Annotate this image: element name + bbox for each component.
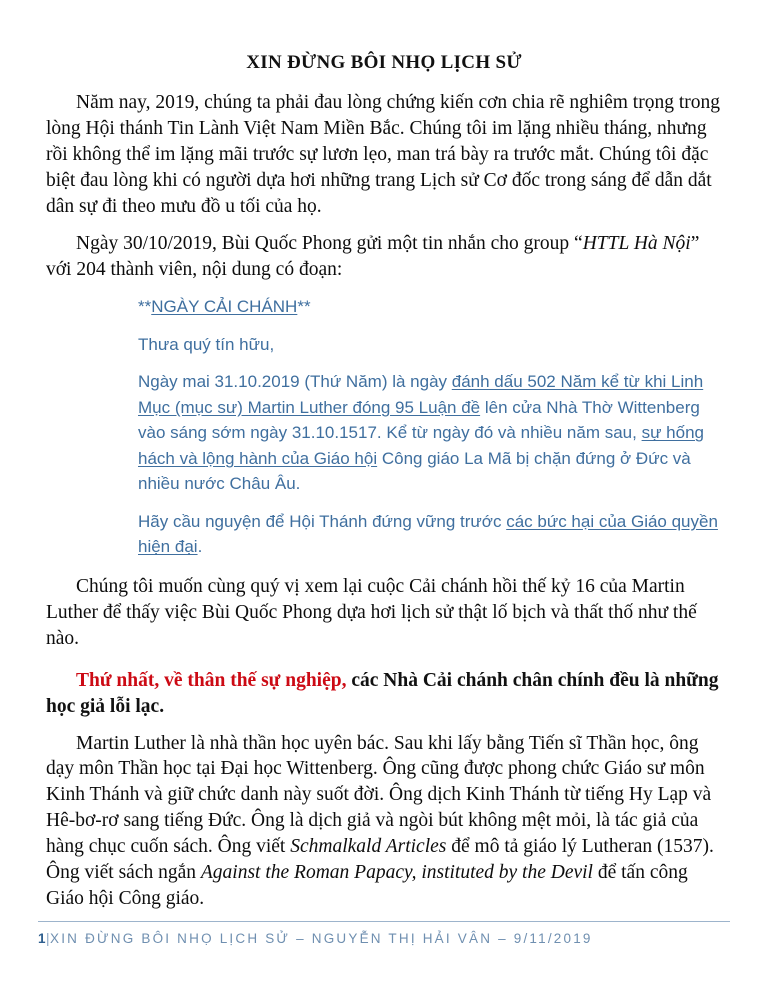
message-ref-text-before: Ngày 30/10/2019, Bùi Quốc Phong gửi một tin nhắn cho group “ xyxy=(76,232,583,254)
quote-asterisks-open: ** xyxy=(138,297,152,317)
quote-closing-underlined: các bức hại của Giáo quyền hiện đại xyxy=(138,511,718,557)
quote-body-paragraph xyxy=(138,369,722,497)
paragraph-martin-luther xyxy=(46,731,722,912)
quote-heading-underlined: NGÀY CẢI CHÁNH xyxy=(151,297,298,317)
message-ref-text-after: ” với 204 thành viên, nội dung có đoạn: xyxy=(46,232,700,280)
footer-title-author-date: XIN ĐỪNG BÔI NHỌ LỊCH SỬ – NGUYỄN THỊ HẢI VÂN – 9/11/2019 xyxy=(50,931,593,946)
quote-salutation: Thưa quý tín hữu, xyxy=(138,334,275,354)
book-title-against-roman-papacy: Against the Roman Papacy, instituted by the Devil xyxy=(200,862,593,884)
quote-asterisks-close: ** xyxy=(297,297,311,317)
section-heading-black-text: các Nhà Cải chánh chân chính đều là những học giả lỗi lạc. xyxy=(46,669,719,717)
paragraph-intro-text: Năm nay, 2019, chúng ta phải đau lòng chứng kiến cơn chia rẽ nghiêm trọng trong lòng Hội thánh Tin Lành Việt Nam Miền Bắc. Chúng tôi im lặng nhiều tháng, nhưng rồi không thể im lặng mãi trước sự lươn lẹo, man trá bày ra trước mắt. Chúng tôi đặc biệt đau lòng khi có người dựa hơi những trang Lịch sử Cơ đốc trong sáng để dẫn dắt dân sự đi theo mưu đồ u tối của họ. xyxy=(46,92,720,217)
paragraph-intro xyxy=(46,90,722,220)
section-heading-red-text: Thứ nhất, về thân thế sự nghiệp, xyxy=(76,669,347,691)
footer-separator: | xyxy=(46,931,51,946)
footer-divider xyxy=(38,921,730,922)
footer-page-number: 1 xyxy=(38,931,47,946)
document-body xyxy=(46,52,722,923)
book-title-schmalkald: Schmalkald Articles xyxy=(290,836,447,858)
luther-text-part-2: để mô tả giáo lý Lutheran (1537). Ông viết sách ngắn xyxy=(46,836,714,884)
section-heading-first-point xyxy=(46,668,722,720)
quote-heading-line xyxy=(138,294,722,320)
quote-body-plain-3: Công giáo La Mã bị chặn đứng ở Đức và nhiều nước Châu Âu. xyxy=(138,448,691,494)
quote-closing-paragraph xyxy=(138,509,722,560)
paragraph-message-reference xyxy=(46,231,722,283)
quote-body-underlined-2: sự hống hách và lộng hành của Giáo hội xyxy=(138,423,704,468)
page-footer xyxy=(38,921,730,946)
footer-content xyxy=(38,931,730,946)
paragraph-commentary-text: Chúng tôi muốn cùng quý vị xem lại cuộc Cải chánh hồi thế kỷ 16 của Martin Luther để thấy việc Bùi Quốc Phong dựa hơi lịch sử thật lố bịch và thất thố như thế nào. xyxy=(46,575,697,649)
paragraph-commentary xyxy=(46,574,722,652)
group-name-italic: HTTL Hà Nội xyxy=(582,232,691,254)
quote-closing-plain-2: . xyxy=(197,537,203,557)
luther-text-part-3: để tấn công Giáo hội Công giáo. xyxy=(46,862,688,910)
quote-body-plain-2: lên cửa Nhà Thờ Wittenberg vào sáng sớm ngày 31.10.1517. Kể từ ngày đó và nhiều năm sau, xyxy=(138,397,700,443)
quote-closing-plain-1: Hãy cầu nguyện để Hội Thánh đứng vững trước xyxy=(138,511,507,531)
quote-body-plain-1: Ngày mai 31.10.2019 (Thứ Năm) là ngày xyxy=(138,372,452,392)
page-title: XIN ĐỪNG BÔI NHỌ LỊCH SỬ xyxy=(246,52,522,73)
quote-body-underlined-1: đánh dấu 502 Năm kể từ khi Linh Mục (mục sư) Martin Luther đóng 95 Luận đề xyxy=(138,372,704,417)
quoted-message-block xyxy=(46,294,722,560)
luther-text-part-1: Martin Luther là nhà thần học uyên bác. Sau khi lấy bằng Tiến sĩ Thần học, ông dạy môn Thần học tại Đại học Wittenberg. Ông cũng được phong chức Giáo sư môn Kinh Thánh và giữ chức danh này suốt đời. Ông dịch Kinh Thánh từ tiếng Hy Lạp và Hê-bơ-rơ sang tiếng Đức. Ông là dịch giả và ngòi bút không mệt mỏi, là tác giả của hàng chục cuốn sách. Ông viết xyxy=(46,732,712,858)
